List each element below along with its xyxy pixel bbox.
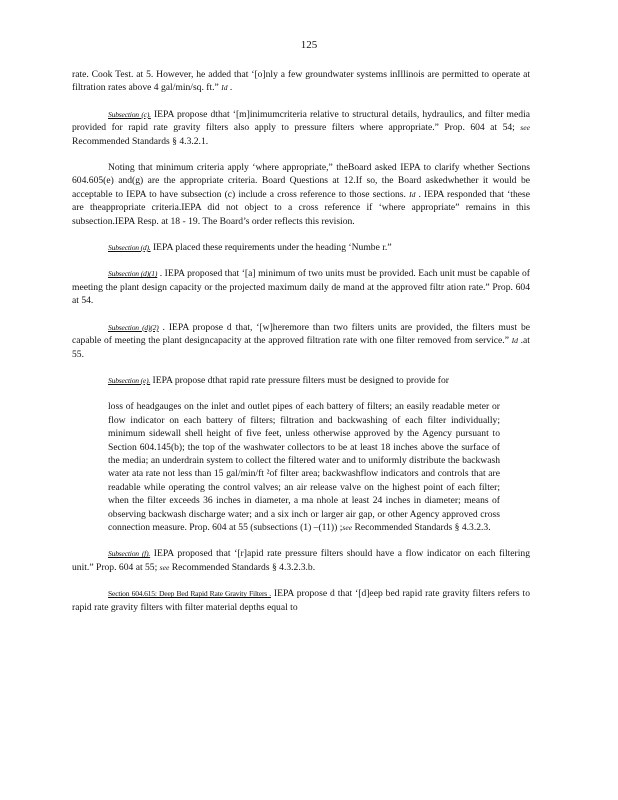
paragraph-subsection-d: Subsection (d). IEPA placed these requirements under the heading ‘Numbe r.” bbox=[108, 242, 392, 254]
paragraph-continuation: rate. Cook Test. at 5. However, he added that ‘[o]nly a few groundwater systems inIllinois are permitted to operate at filtration rates above 4 gal/min/sq. ft.” Id . bbox=[72, 69, 530, 94]
subsection-heading: Subsection (e). bbox=[108, 375, 151, 385]
document-body bbox=[72, 68, 530, 627]
subsection-heading: Subsection (d). bbox=[108, 243, 151, 253]
subsection-heading: Subsection (f). bbox=[108, 549, 151, 559]
paragraph-board-question: Noting that minimum criteria apply ‘where appropriate,” theBoard asked IEPA to clarify whether Sections 604.605(e) and(g) are the appropriate criteria. Board Questions at 12.If so, the Board askedwhether it would be acceptable to IEPA to have subsection (c) include a cross reference to those sections. Id . IEPA responded that ‘these are theappropriate criteria.IEPA did not object to a cross reference if ‘where appropriate” remains in this subsection.IEPA Resp. at 18 - 19. The Board’s order reflects this revision. bbox=[72, 162, 530, 227]
paragraph-subsection-d1: Subsection (d)(1) . IEPA proposed that ‘[a] minimum of two units must be provided. Each unit must be capable of meeting the plant design capacity or the projected maximum daily de mand at the approved filtr ation rate.” Prop. 604 at 54. bbox=[72, 268, 530, 307]
paragraph-section-604-615: Section 604.615: Deep Bed Rapid Rate Gravity Filters . IEPA propose d that ‘[d]eep bed rapid rate gravity filters refers to rapid rate gravity filters with filter material depths equal to bbox=[72, 588, 530, 613]
page-number: 125 bbox=[300, 39, 318, 51]
subsection-heading: Subsection (d)(1) bbox=[108, 269, 158, 279]
subsection-heading: Subsection (d)(2) bbox=[108, 322, 159, 332]
paragraph-subsection-c: Subsection (c). IEPA propose dthat ‘[m]inimumcriteria relative to structural details, hydraulics, and filter media provided for rapid rate gravity filters also apply to pressure filters where appropriate.” Prop. 604 at 54; see Recommended Standards § 4.3.2.1. bbox=[72, 108, 530, 147]
block-quote: loss of headgauges on the inlet and outlet pipes of each battery of filters; an easily readable meter or flow indicator on each battery of filters; filtration and backwashing of each filter individually; minimum sidewall shell height of five feet, unless otherwise approved by the Agency pursuant to Section 604.145(b); the top of the washwater collectors to be at least 18 inches above the surface of the media; an underdrain system to collect the filtered water and to uniformly distribute the backwash water ata rate not less than 15 gal/min/ft ²of filter area; backwashflow indicators and controls that are readable while operating the control valves; an air release valve on the highest point of each filter; when the filter exceeds 36 inches in diameter, a ma nhole at least 24 inches in diameter; means of observing backwash discharge water; and a six inch or larger air gap, or other Agency approved cross connection measure. Prop. 604 at 55 (subsections (1) –(11)) ;see Recommended Standards § 4.3.2.3. bbox=[108, 401, 500, 533]
paragraph-subsection-d2: Subsection (d)(2) . IEPA propose d that, ‘[w]heremore than two filters units are provided, the filters must be capable of meeting the plant designcapacity at the approved filtration rate with one filter removed from service.” Id .at 55. bbox=[72, 321, 531, 360]
subsection-heading: Subsection (c). bbox=[108, 109, 151, 119]
section-heading: Section 604.615: Deep Bed Rapid Rate Gravity Filters . bbox=[108, 589, 271, 599]
paragraph-subsection-e: Subsection (e). IEPA propose dthat rapid rate pressure filters must be designed to provide for bbox=[108, 374, 449, 386]
paragraph-subsection-f: Subsection (f). IEPA proposed that ‘[r]apid rate pressure filters should have a flow indicator on each filtering unit.” Prop. 604 at 55; see Recommended Standards § 4.3.2.3.b. bbox=[72, 548, 530, 573]
